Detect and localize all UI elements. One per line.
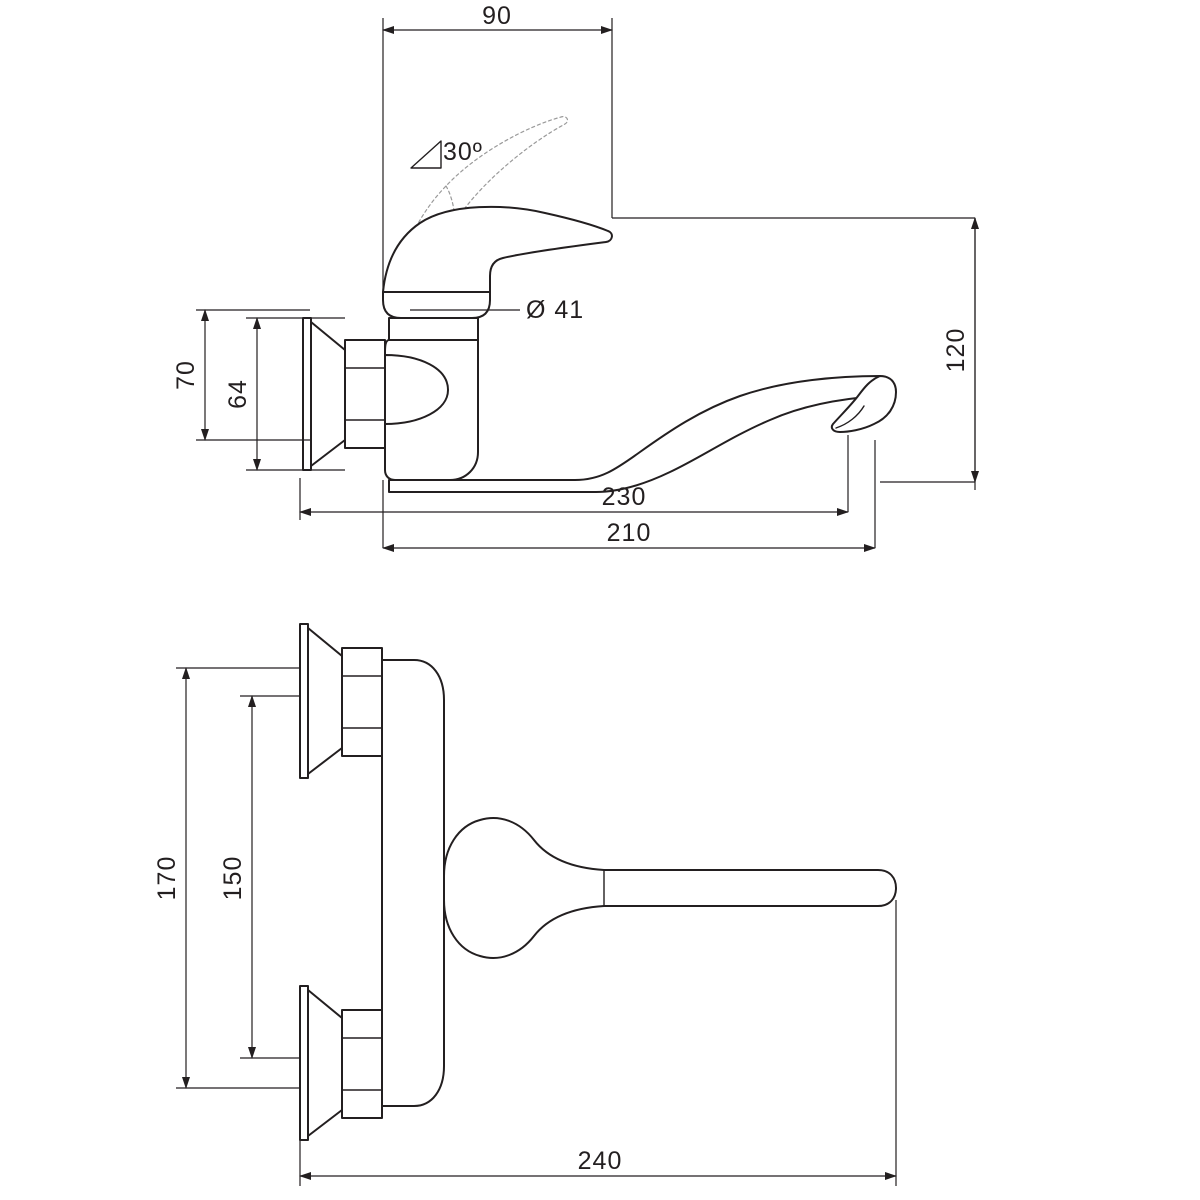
dimension-value-170: 170 (153, 855, 181, 901)
dimension-inlet-70 (172, 310, 310, 440)
dimension-value-150: 150 (219, 855, 247, 901)
faucet-side-outline (303, 207, 896, 492)
dimension-value-diameter-41: Ø 41 (526, 296, 585, 324)
front-elevation-view (153, 624, 896, 1186)
dimension-value-64: 64 (224, 379, 252, 409)
dimension-width-240 (300, 1147, 896, 1176)
dimension-value-230: 230 (601, 483, 647, 511)
dimension-value-70: 70 (172, 360, 200, 390)
dimension-value-240: 240 (577, 1147, 623, 1175)
dimension-body-height-170 (153, 668, 186, 1088)
dimension-value-120: 120 (942, 327, 970, 373)
dimension-value-210: 210 (606, 519, 652, 547)
dimension-height-120 (942, 218, 975, 482)
side-elevation-view (172, 2, 975, 548)
dimension-lever-swing-90 (383, 2, 612, 30)
faucet-front-outline (300, 624, 896, 1140)
dimension-lever-angle-30 (411, 138, 483, 168)
dimension-value-30deg: 30º (443, 138, 483, 166)
dimension-reach-230 (300, 483, 848, 512)
dimension-value-90: 90 (482, 2, 512, 30)
dimension-projection-210 (383, 519, 875, 548)
dimension-inlet-centres-150 (219, 696, 252, 1058)
